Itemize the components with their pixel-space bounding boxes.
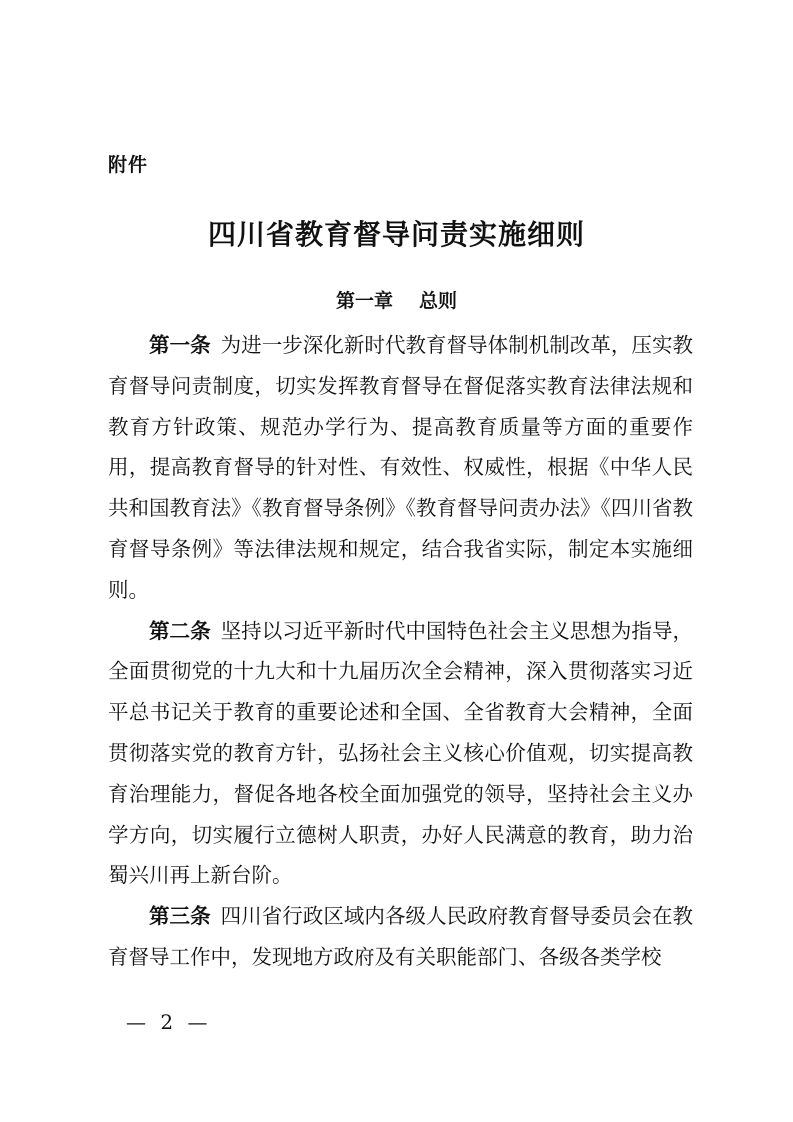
attachment-label: 附件: [108, 154, 149, 176]
article-1: [108, 325, 693, 611]
document-title: 四川省教育督导问责实施细则: [207, 218, 585, 251]
article-text: 为进一步深化新时代教育督导体制机制改革，压实教育督导问责制度，切实发挥教育督导在督促落实教育法律法规和教育方针政策、规范办学行为、提高教育质量等方面的重要作用，提高教育督导的针对性、有效性、权威性，根据《中华人民共和国教育法》《教育督导条例》《教育督导问责办法》《四川省教育督导条例》等法律法规和规定，结合我省实际，制定本实施细则。: [108, 333, 694, 602]
article-number: 第一条: [149, 333, 211, 357]
article-number: 第三条: [149, 904, 211, 929]
chapter-number: 第一章: [335, 290, 393, 312]
document-body: [108, 325, 693, 978]
article-2: [108, 611, 693, 897]
chapter-name: 总则: [419, 290, 458, 312]
chapter-heading: [0, 286, 793, 313]
article-3: [108, 896, 693, 978]
article-text: 坚持以习近平新时代中国特色社会主义思想为指导，全面贯彻党的十九大和十九届历次全会精神，深入贯彻落实习近平总书记关于教育的重要论述和全国、全省教育大会精神，全面贯彻落实党的教育方针，弘扬社会主义核心价值观，切实提高教育治理能力，督促各地各校全面加强党的领导，坚持社会主义办学方向，切实履行立德树人职责，办好人民满意的教育，助力治蜀兴川再上新台阶。: [108, 618, 694, 888]
article-number: 第二条: [149, 618, 211, 643]
page-number: — 2 —: [126, 1010, 212, 1034]
article-text: 四川省行政区域内各级人民政府教育督导委员会在教育督导工作中，发现地方政府及有关职能部门、各级各类学校: [108, 904, 694, 969]
